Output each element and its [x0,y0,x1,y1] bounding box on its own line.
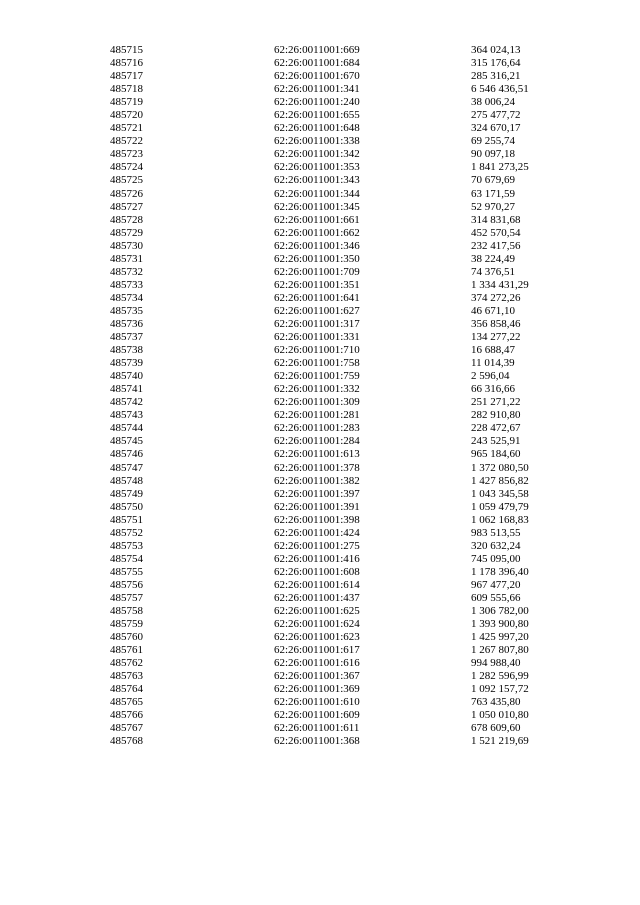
table-row [110,501,571,514]
table-row [110,475,571,488]
row-number: 485761 [110,644,143,657]
cadastral-number: 62:26:0011001:616 [274,657,360,670]
row-number: 485735 [110,304,143,317]
cadastral-value: 1 178 396,40 [471,565,529,578]
table-row [110,683,571,696]
row-number: 485743 [110,409,143,422]
cadastral-value: 1 393 900,80 [471,618,529,631]
cadastral-value: 232 417,56 [471,239,521,252]
cadastral-number: 62:26:0011001:350 [274,252,360,265]
row-number: 485754 [110,552,143,565]
cadastral-number: 62:26:0011001:424 [274,526,360,539]
row-number: 485766 [110,709,143,722]
cadastral-value: 678 609,60 [471,722,521,735]
cadastral-value: 38 224,49 [471,252,515,265]
cadastral-number: 62:26:0011001:613 [274,448,360,461]
table-row [110,709,571,722]
cadastral-number: 62:26:0011001:382 [274,474,360,487]
row-number: 485721 [110,122,143,135]
row-number: 485728 [110,213,143,226]
cadastral-number: 62:26:0011001:284 [274,435,360,448]
cadastral-number: 62:26:0011001:709 [274,265,360,278]
row-number: 485759 [110,618,143,631]
table-row [110,44,571,57]
table-row [110,488,571,501]
cadastral-number: 62:26:0011001:611 [274,722,360,735]
table-row [110,579,571,592]
table-row [110,735,571,748]
registry-rows [110,44,571,749]
cadastral-value: 452 570,54 [471,226,521,239]
cadastral-number: 62:26:0011001:369 [274,683,360,696]
table-row [110,422,571,435]
cadastral-number: 62:26:0011001:283 [274,422,360,435]
cadastral-value: 1 282 596,99 [471,670,529,683]
table-row [110,174,571,187]
row-number: 485760 [110,631,143,644]
cadastral-number: 62:26:0011001:625 [274,605,360,618]
cadastral-value: 52 970,27 [471,200,515,213]
cadastral-number: 62:26:0011001:624 [274,618,360,631]
table-row [110,70,571,83]
cadastral-value: 11 014,39 [471,357,515,370]
row-number: 485723 [110,148,143,161]
row-number: 485722 [110,135,143,148]
cadastral-value: 243 525,91 [471,435,521,448]
row-number: 485731 [110,252,143,265]
cadastral-number: 62:26:0011001:655 [274,109,360,122]
cadastral-number: 62:26:0011001:437 [274,591,360,604]
cadastral-value: 374 272,26 [471,291,521,304]
cadastral-value: 69 255,74 [471,135,515,148]
row-number: 485740 [110,370,143,383]
cadastral-value: 356 858,46 [471,317,521,330]
cadastral-value: 745 095,00 [471,552,521,565]
cadastral-value: 1 521 219,69 [471,735,529,748]
row-number: 485753 [110,539,143,552]
cadastral-value: 609 555,66 [471,591,521,604]
row-number: 485717 [110,70,143,83]
cadastral-number: 62:26:0011001:391 [274,500,360,513]
cadastral-value: 6 546 436,51 [471,83,529,96]
cadastral-number: 62:26:0011001:367 [274,670,360,683]
row-number: 485720 [110,109,143,122]
table-row [110,135,571,148]
table-row [110,618,571,631]
cadastral-value: 1 050 010,80 [471,709,529,722]
table-row [110,96,571,109]
cadastral-value: 1 062 168,83 [471,513,529,526]
cadastral-number: 62:26:0011001:344 [274,187,360,200]
table-row [110,592,571,605]
table-row [110,122,571,135]
table-row [110,514,571,527]
row-number: 485732 [110,265,143,278]
cadastral-value: 1 425 997,20 [471,631,529,644]
cadastral-value: 275 477,72 [471,109,521,122]
table-row [110,201,571,214]
cadastral-number: 62:26:0011001:281 [274,409,360,422]
table-row [110,253,571,266]
table-row [110,83,571,96]
cadastral-number: 62:26:0011001:275 [274,539,360,552]
table-row [110,644,571,657]
row-number: 485750 [110,500,143,513]
row-number: 485716 [110,57,143,70]
cadastral-number: 62:26:0011001:317 [274,317,360,330]
cadastral-value: 324 670,17 [471,122,521,135]
row-number: 485738 [110,344,143,357]
cadastral-value: 967 477,20 [471,578,521,591]
cadastral-number: 62:26:0011001:338 [274,135,360,148]
row-number: 485730 [110,239,143,252]
table-row [110,462,571,475]
cadastral-number: 62:26:0011001:684 [274,57,360,70]
table-row [110,148,571,161]
row-number: 485725 [110,174,143,187]
cadastral-value: 74 376,51 [471,265,515,278]
cadastral-value: 228 472,67 [471,422,521,435]
cadastral-value: 90 097,18 [471,148,515,161]
cadastral-value: 1 372 080,50 [471,461,529,474]
cadastral-number: 62:26:0011001:416 [274,552,360,565]
cadastral-number: 62:26:0011001:617 [274,644,360,657]
row-number: 485727 [110,200,143,213]
cadastral-number: 62:26:0011001:662 [274,226,360,239]
cadastral-value: 2 596,04 [471,370,510,383]
cadastral-value: 983 513,55 [471,526,521,539]
row-number: 485756 [110,578,143,591]
cadastral-number: 62:26:0011001:378 [274,461,360,474]
row-number: 485751 [110,513,143,526]
table-row [110,240,571,253]
table-row [110,266,571,279]
row-number: 485768 [110,735,143,748]
row-number: 485737 [110,331,143,344]
cadastral-number: 62:26:0011001:669 [274,44,360,56]
cadastral-value: 46 671,10 [471,304,515,317]
cadastral-number: 62:26:0011001:397 [274,487,360,500]
table-row [110,227,571,240]
table-row [110,696,571,709]
cadastral-number: 62:26:0011001:341 [274,83,360,96]
row-number: 485755 [110,565,143,578]
row-number: 485729 [110,226,143,239]
cadastral-value: 1 841 273,25 [471,161,529,174]
cadastral-number: 62:26:0011001:608 [274,565,360,578]
cadastral-value: 314 831,68 [471,213,521,226]
row-number: 485747 [110,461,143,474]
table-row [110,631,571,644]
registry-table [110,44,571,749]
cadastral-value: 1 306 782,00 [471,605,529,618]
row-number: 485758 [110,605,143,618]
row-number: 485752 [110,526,143,539]
cadastral-number: 62:26:0011001:609 [274,709,360,722]
cadastral-number: 62:26:0011001:309 [274,396,360,409]
table-row [110,370,571,383]
cadastral-value: 16 688,47 [471,344,515,357]
table-row [110,670,571,683]
table-row [110,448,571,461]
table-row [110,161,571,174]
row-number: 485767 [110,722,143,735]
table-row [110,566,571,579]
cadastral-number: 62:26:0011001:623 [274,631,360,644]
row-number: 485757 [110,591,143,604]
cadastral-number: 62:26:0011001:670 [274,70,360,83]
cadastral-number: 62:26:0011001:648 [274,122,360,135]
row-number: 485746 [110,448,143,461]
row-number: 485715 [110,44,143,56]
table-row [110,383,571,396]
cadastral-value: 965 184,60 [471,448,521,461]
cadastral-value: 251 271,22 [471,396,521,409]
row-number: 485762 [110,657,143,670]
cadastral-number: 62:26:0011001:641 [274,291,360,304]
row-number: 485726 [110,187,143,200]
cadastral-value: 364 024,13 [471,44,521,56]
row-number: 485764 [110,683,143,696]
table-row [110,605,571,618]
cadastral-number: 62:26:0011001:332 [274,383,360,396]
table-row [110,292,571,305]
cadastral-value: 63 171,59 [471,187,515,200]
cadastral-number: 62:26:0011001:758 [274,357,360,370]
row-number: 485745 [110,435,143,448]
row-number: 485748 [110,474,143,487]
cadastral-number: 62:26:0011001:710 [274,344,360,357]
cadastral-number: 62:26:0011001:240 [274,96,360,109]
table-row [110,305,571,318]
cadastral-value: 1 092 157,72 [471,683,529,696]
table-row [110,553,571,566]
row-number: 485736 [110,317,143,330]
table-row [110,109,571,122]
cadastral-value: 70 679,69 [471,174,515,187]
cadastral-value: 66 316,66 [471,383,515,396]
cadastral-number: 62:26:0011001:398 [274,513,360,526]
table-row [110,409,571,422]
row-number: 485718 [110,83,143,96]
table-row [110,331,571,344]
cadastral-value: 282 910,80 [471,409,521,422]
table-row [110,722,571,735]
table-row [110,396,571,409]
row-number: 485719 [110,96,143,109]
cadastral-number: 62:26:0011001:345 [274,200,360,213]
table-row [110,318,571,331]
row-number: 485739 [110,357,143,370]
cadastral-value: 134 277,22 [471,331,521,344]
cadastral-value: 38 006,24 [471,96,515,109]
table-row [110,344,571,357]
cadastral-number: 62:26:0011001:343 [274,174,360,187]
cadastral-number: 62:26:0011001:342 [274,148,360,161]
row-number: 485741 [110,383,143,396]
cadastral-value: 1 043 345,58 [471,487,529,500]
cadastral-value: 285 316,21 [471,70,521,83]
cadastral-value: 320 632,24 [471,539,521,552]
cadastral-number: 62:26:0011001:351 [274,278,360,291]
row-number: 485742 [110,396,143,409]
cadastral-number: 62:26:0011001:346 [274,239,360,252]
cadastral-value: 315 176,64 [471,57,521,70]
cadastral-number: 62:26:0011001:627 [274,304,360,317]
table-row [110,57,571,70]
table-row [110,657,571,670]
cadastral-number: 62:26:0011001:368 [274,735,360,748]
row-number: 485744 [110,422,143,435]
table-row [110,188,571,201]
table-row [110,540,571,553]
cadastral-value: 1 334 431,29 [471,278,529,291]
cadastral-number: 62:26:0011001:759 [274,370,360,383]
cadastral-number: 62:26:0011001:353 [274,161,360,174]
row-number: 485724 [110,161,143,174]
cadastral-number: 62:26:0011001:614 [274,578,360,591]
row-number: 485765 [110,696,143,709]
row-number: 485733 [110,278,143,291]
table-row [110,357,571,370]
cadastral-number: 62:26:0011001:331 [274,331,360,344]
table-row [110,279,571,292]
cadastral-value: 1 427 856,82 [471,474,529,487]
cadastral-number: 62:26:0011001:661 [274,213,360,226]
table-row [110,435,571,448]
row-number: 485749 [110,487,143,500]
table-row [110,527,571,540]
cadastral-value: 1 267 807,80 [471,644,529,657]
row-number: 485734 [110,291,143,304]
cadastral-value: 763 435,80 [471,696,521,709]
table-row [110,214,571,227]
cadastral-value: 1 059 479,79 [471,500,529,513]
row-number: 485763 [110,670,143,683]
cadastral-value: 994 988,40 [471,657,521,670]
cadastral-number: 62:26:0011001:610 [274,696,360,709]
